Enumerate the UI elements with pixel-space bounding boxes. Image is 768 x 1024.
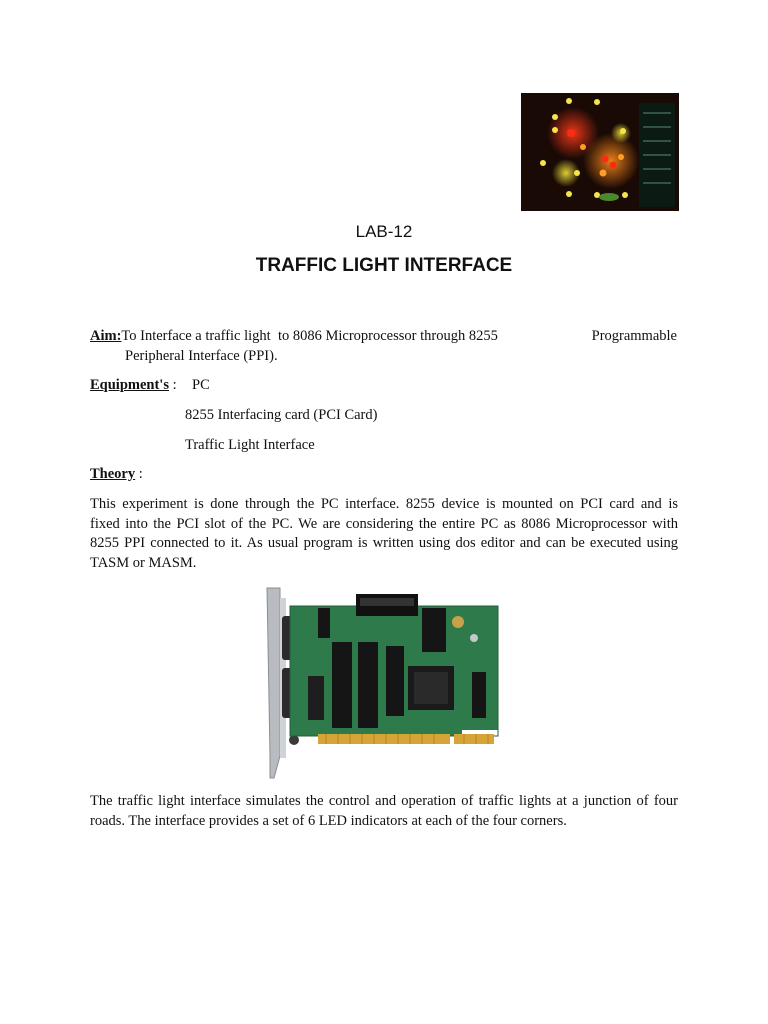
equipment-heading [90,376,177,396]
theory-paragraph-2 [90,792,678,831]
equipment-separator: : [172,377,177,393]
equipment-item-card: 8255 Interfacing card (PCI Card) [185,407,378,423]
theory-separator: : [138,466,143,482]
theory-p1-line: fixed into the PCI slot of the PC. We are considering the entire PC as 8086 Microprocessor with [90,515,678,532]
theory-p1-line: TASM or MASM. [90,554,197,571]
traffic-light-board-photo [521,93,679,211]
equipment-label: Equipment's [90,377,169,393]
aim-line-1-end: Programmable [591,328,677,344]
theory-p1-line: This experiment is done through the PC interface. 8255 device is mounted on PCI card and is [90,496,678,512]
theory-p2-line: roads. The interface provides a set of 6 LED indicators at each of the four corners. [90,812,567,829]
theory-p2-line: The traffic light interface simulates the control and operation of traffic lights at a junction of four [90,793,678,809]
theory-label: Theory [90,466,136,482]
aim-line-2: Peripheral Interface (PPI). [125,348,278,364]
aim-label: Aim: [90,328,122,344]
pci-card-photo [262,586,504,782]
lab-title: TRAFFIC LIGHT INTERFACE [255,255,513,276]
equipment-item-interface: Traffic Light Interface [185,437,315,453]
aim-text: To Interface a traffic light to 8086 Microprocessor through 8255 [121,328,498,344]
theory-heading [90,465,143,485]
lab-number: LAB-12 [355,222,413,241]
equipment-item-pc: PC [192,377,210,393]
theory-paragraph-1 [90,495,678,573]
theory-p1-line: 8255 PPI connected to it. As usual program is written using dos editor and can be executed using [90,535,678,551]
